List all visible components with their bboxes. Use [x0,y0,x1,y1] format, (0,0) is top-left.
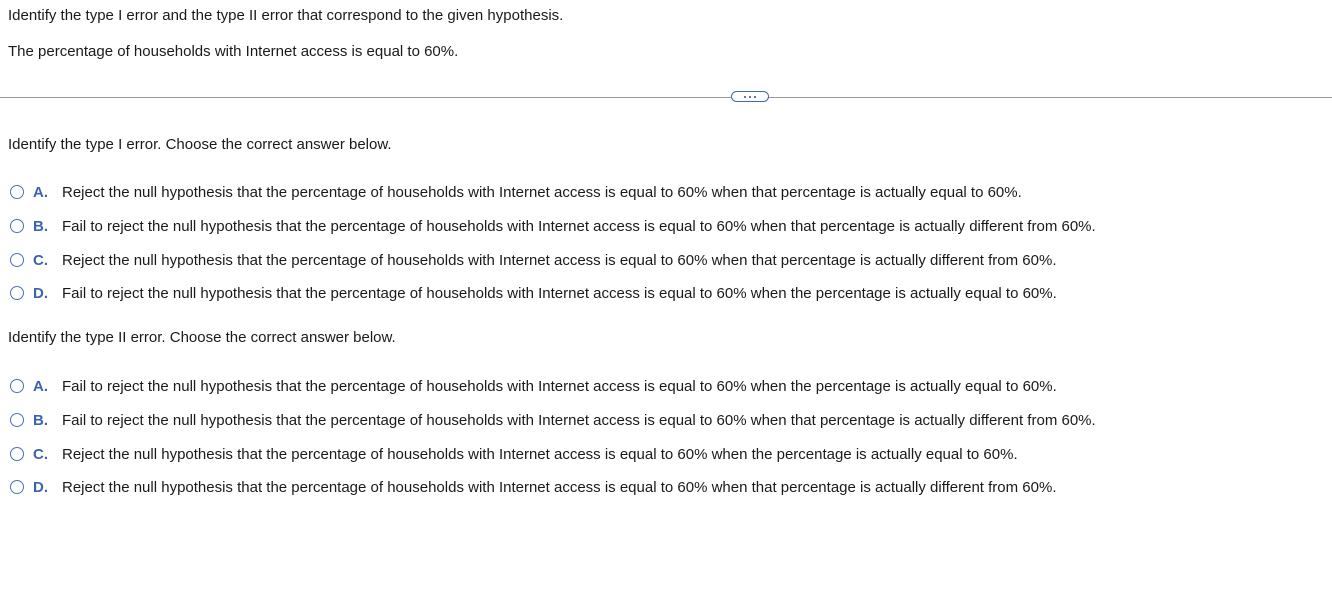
ellipsis-icon [744,96,756,98]
instruction-text: Identify the type I error and the type II error that correspond to the given hypothesis. [8,7,564,24]
option-text: Fail to reject the null hypothesis that the percentage of households with Internet access is equal to 60% when the percentage is actually equal to 60%. [62,377,1057,395]
type-one-error-prompt: Identify the type I error. Choose the correct answer below. [8,136,392,153]
type-two-option-a[interactable] [10,376,1057,396]
option-text: Fail to reject the null hypothesis that the percentage of households with Internet access is equal to 60% when the percentage is actually equal to 60%. [62,284,1057,302]
option-letter: D. [33,478,48,496]
radio-button[interactable] [10,253,24,267]
option-text: Fail to reject the null hypothesis that the percentage of households with Internet access is equal to 60% when that percentage is actually different from 60%. [62,217,1096,235]
type-two-option-c[interactable] [10,444,1018,464]
type-one-option-a[interactable] [10,182,1022,202]
radio-button[interactable] [10,219,24,233]
option-text: Reject the null hypothesis that the percentage of households with Internet access is equal to 60% when that percentage is actually different from 60%. [62,478,1057,496]
more-options-button[interactable] [731,91,769,102]
radio-button[interactable] [10,480,24,494]
option-text: Reject the null hypothesis that the percentage of households with Internet access is equal to 60% when that percentage is actually different from 60%. [62,251,1057,269]
type-two-error-prompt: Identify the type II error. Choose the correct answer below. [8,329,396,346]
type-two-option-d[interactable] [10,477,1057,497]
option-letter: C. [33,445,48,463]
type-two-option-b[interactable] [10,410,1096,430]
option-letter: A. [33,183,48,201]
type-one-option-c[interactable] [10,250,1057,270]
option-letter: A. [33,377,48,395]
radio-button[interactable] [10,379,24,393]
radio-button[interactable] [10,413,24,427]
option-letter: B. [33,217,48,235]
option-letter: B. [33,411,48,429]
type-one-option-d[interactable] [10,283,1057,303]
section-divider [0,97,1332,98]
radio-button[interactable] [10,185,24,199]
type-one-option-b[interactable] [10,216,1096,236]
radio-button[interactable] [10,286,24,300]
hypothesis-text: The percentage of households with Internet access is equal to 60%. [8,43,459,60]
option-letter: D. [33,284,48,302]
radio-button[interactable] [10,447,24,461]
option-text: Reject the null hypothesis that the percentage of households with Internet access is equal to 60% when that percentage is actually equal to 60%. [62,183,1022,201]
option-text: Reject the null hypothesis that the percentage of households with Internet access is equal to 60% when the percentage is actually equal to 60%. [62,445,1018,463]
option-text: Fail to reject the null hypothesis that the percentage of households with Internet access is equal to 60% when that percentage is actually different from 60%. [62,411,1096,429]
option-letter: C. [33,251,48,269]
